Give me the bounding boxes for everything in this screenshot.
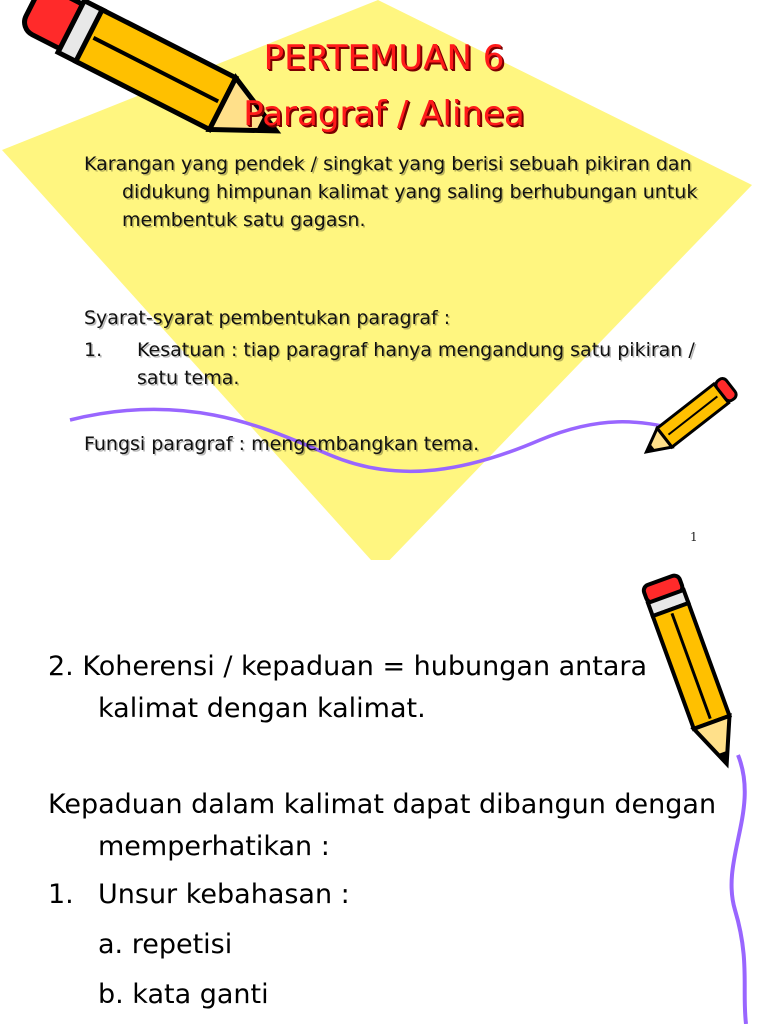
requirement-item-text: Kesatuan : tiap paragraf hanya mengandung satu pikiran / satu tema. (137, 339, 695, 389)
yellow-diamond-shape (2, 0, 752, 560)
sub-item-b: b. kata ganti (98, 979, 269, 1010)
slide-2 (0, 560, 768, 1024)
requirements-heading: Syarat-syarat pembentukan paragraf : (84, 307, 451, 329)
requirement-item-number: 1. (84, 339, 103, 361)
function-text: Fungsi paragraf : mengembangkan tema. (84, 433, 480, 455)
definition-text: Karangan yang pendek / singkat yang berisi sebuah pikiran dan didukung himpunan kalimat yang saling berhubungan untuk membentuk satu gagasn. (84, 153, 698, 231)
sub-item-a: a. repetisi (98, 929, 233, 960)
language-element-number: 1. (48, 879, 74, 910)
language-element-item (48, 874, 688, 916)
cohesion-intro: Kepaduan dalam kalimat dapat dibangun dengan memperhatikan : (48, 789, 717, 862)
page-number: 1 (690, 530, 698, 544)
slide-title-line-1: PERTEMUAN 6 (263, 38, 505, 78)
language-element-text: Unsur kebahasan : (98, 879, 350, 910)
coherence-point: 2. Koherensi / kepaduan = hubungan antara kalimat dengan kalimat. (48, 651, 648, 724)
requirement-item-1 (84, 336, 724, 392)
slide-title-line-2: Paragraf / Alinea (243, 94, 525, 134)
